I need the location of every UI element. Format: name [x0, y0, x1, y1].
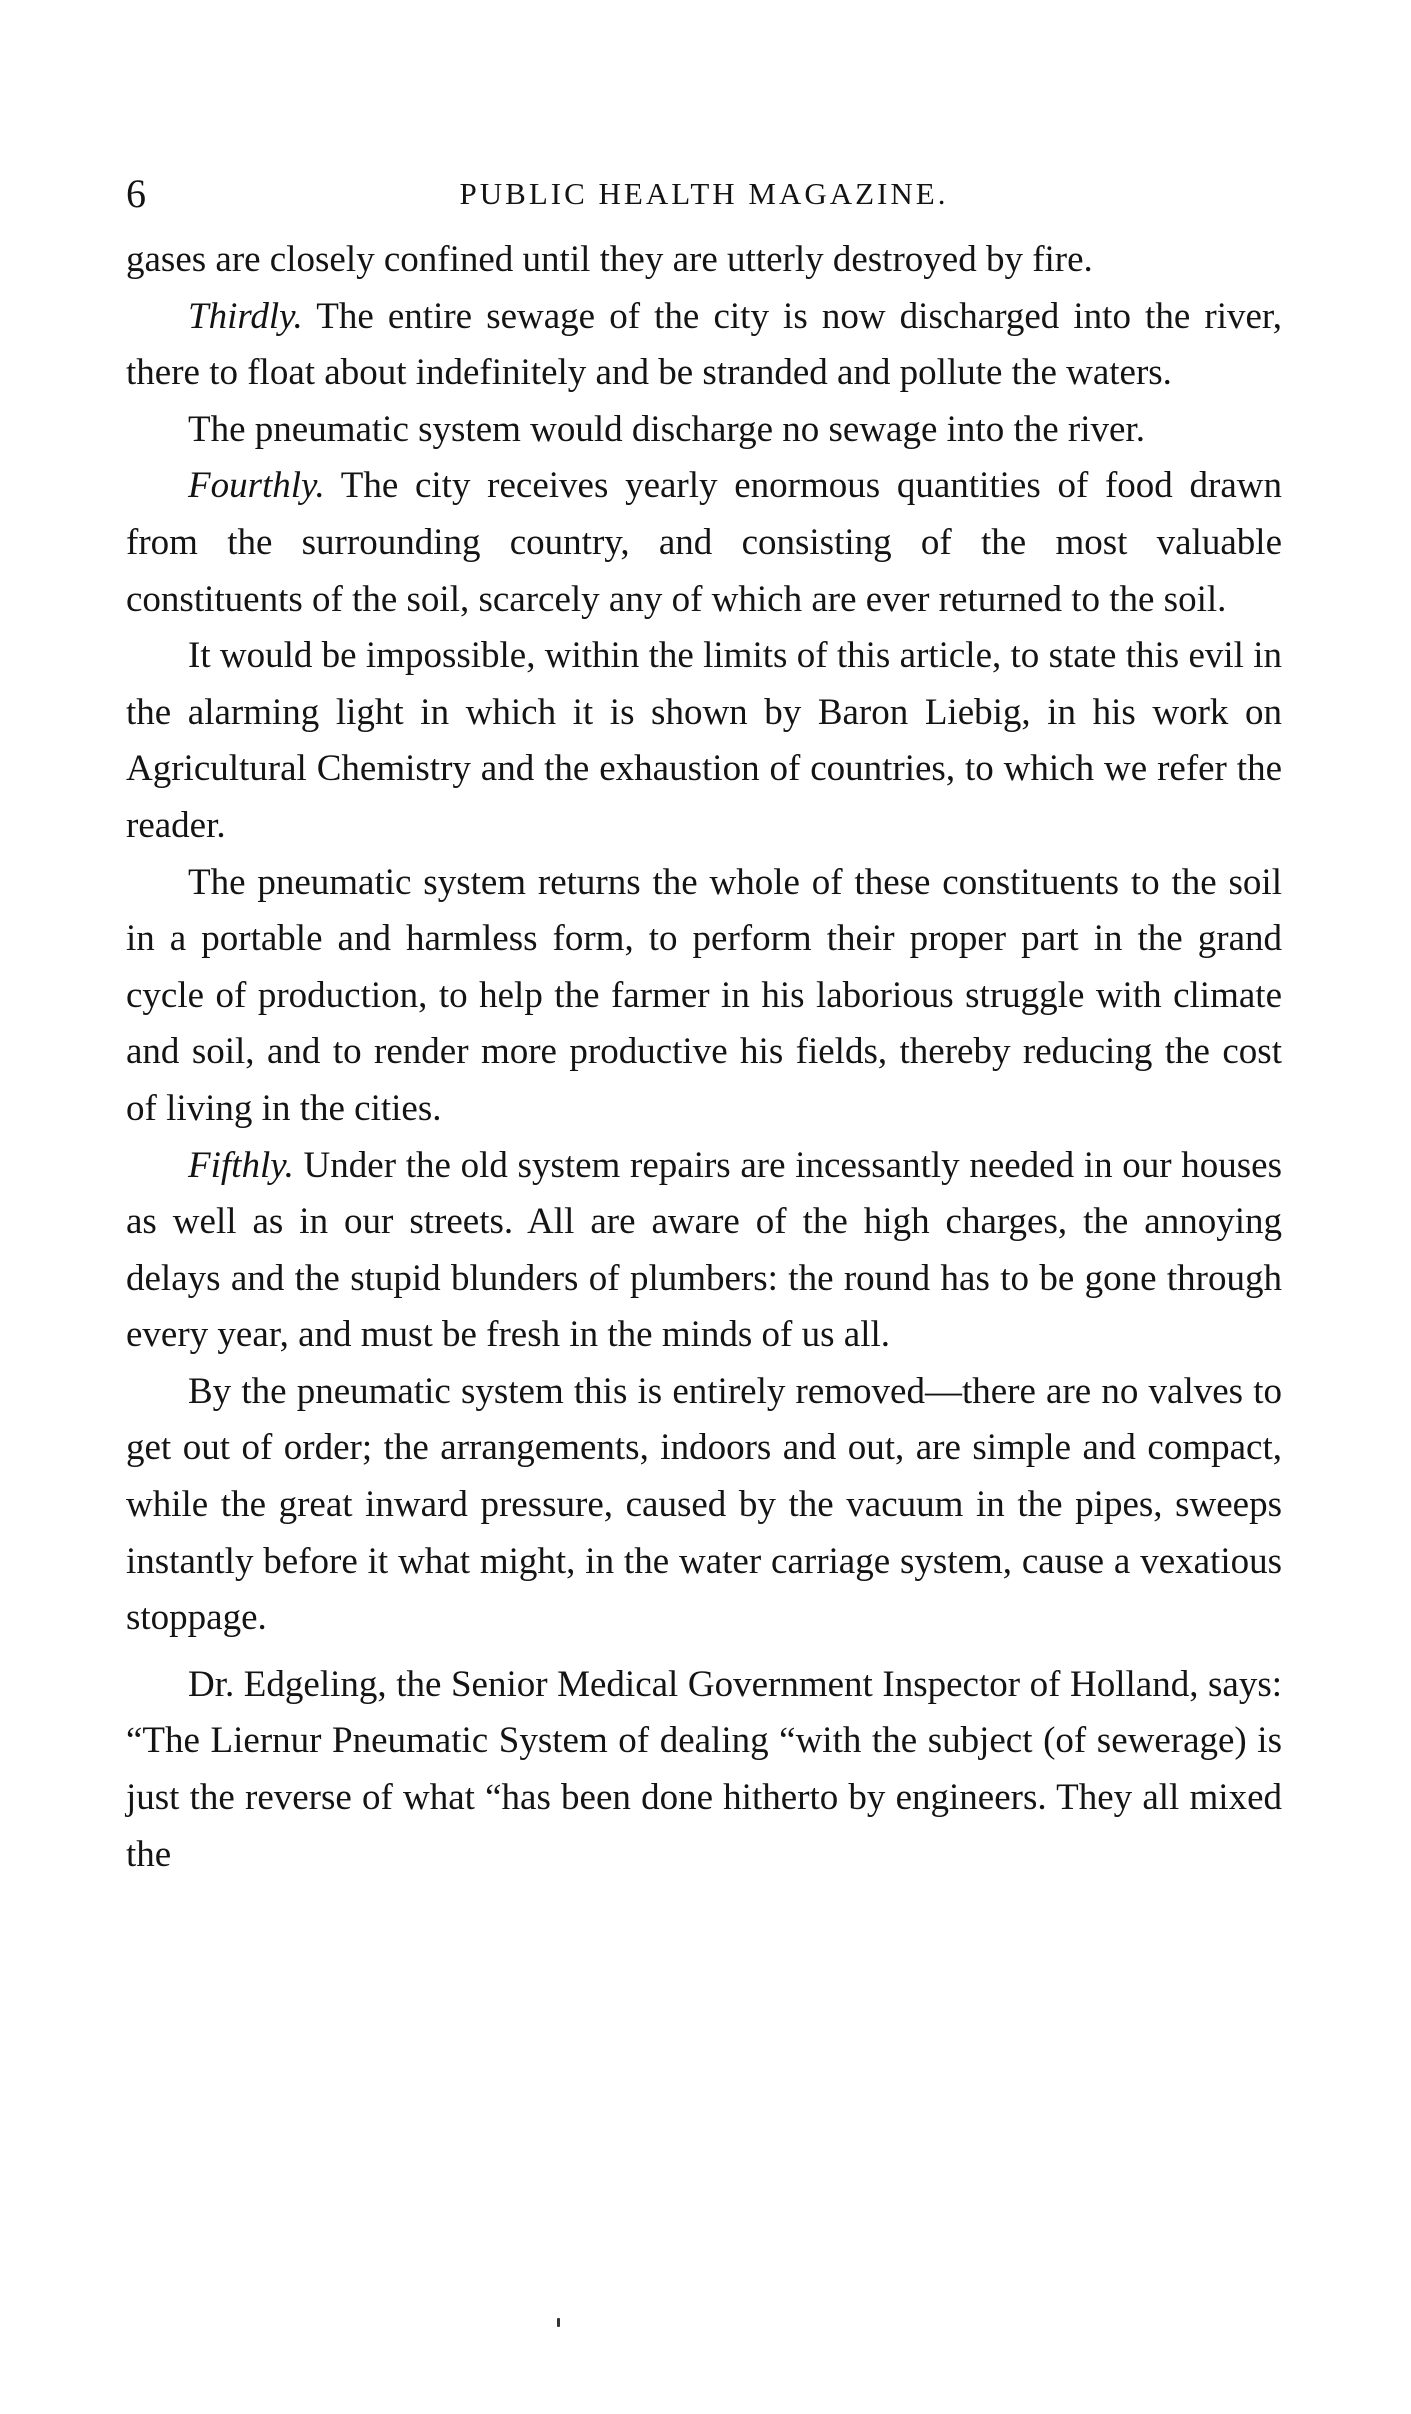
paragraph-liebig: It would be impossible, within the limits of this article, to state this evil in the alarming light in which it is shown by Baron Liebig, in his work on Agricultural Chemistry and the exhaustion of countries, to which we refer the reader.: [126, 635, 1282, 846]
ink-speck: [557, 2318, 560, 2327]
paragraph-edgeling-quote: Dr. Edgeling, the Senior Medical Government Inspector of Holland, says: “The Liernur Pneumatic System of dealing “with the subject (of sewerage) is just the reverse of what “has been done hitherto by engineers. They all mixed the: [126, 1663, 1282, 1875]
paragraph-text-fourthly: The city receives yearly enormous quantities of food drawn from the surrounding country, and consisting of the most valuable constituents of the soil, scarcely any of which are ever returned to the soil.: [126, 465, 1282, 620]
page-number: 6: [126, 171, 146, 216]
paragraph-lead-fifthly: Fifthly.: [188, 1144, 294, 1186]
running-head: [126, 164, 1282, 224]
paragraph-fourthly: [126, 458, 1282, 628]
paragraph-fifthly: [126, 1138, 1282, 1364]
paragraph-lead-fourthly: Fourthly.: [188, 465, 325, 507]
running-title: PUBLIC HEALTH MAGAZINE.: [459, 176, 949, 211]
paragraph-constituents: The pneumatic system returns the whole of these constituents to the soil in a portable and harmless form, to perform their proper part in the grand cycle of production, to help the farmer in his laborious struggle with climate and soil, and to render more productive his fields, thereby reducing the cost of living in the cities.: [126, 861, 1282, 1129]
paragraph-lead-thirdly: Thirdly.: [188, 295, 303, 337]
paragraph-pneumatic-removed: By the pneumatic system this is entirely removed—there are no valves to get out of order; the arrangements, indoors and out, are simple and compact, while the great inward pressure, caused by the vacuum in the pipes, sweeps instantly before it what might, in the water carriage system, cause a vexatious stoppage.: [126, 1370, 1282, 1639]
body-text: [126, 232, 1282, 1883]
paragraph-text-thirdly: The entire sewage of the city is now discharged into the river, there to float about indefinitely and be stranded and pollute the waters.: [126, 295, 1282, 394]
paragraph-text-fifthly: Under the old system repairs are incessantly needed in our houses as well as in our streets. All are aware of the high charges, the annoying delays and the stupid blunders of plumbers: the round has to be gone through every year, and must be fresh in the minds of us all.: [126, 1144, 1282, 1356]
paragraph-continuation: gases are closely confined until they are utterly destroyed by fire.: [126, 239, 1093, 280]
paragraph-no-sewage: The pneumatic system would discharge no sewage into the river.: [188, 408, 1145, 450]
paragraph-thirdly: [126, 289, 1282, 402]
